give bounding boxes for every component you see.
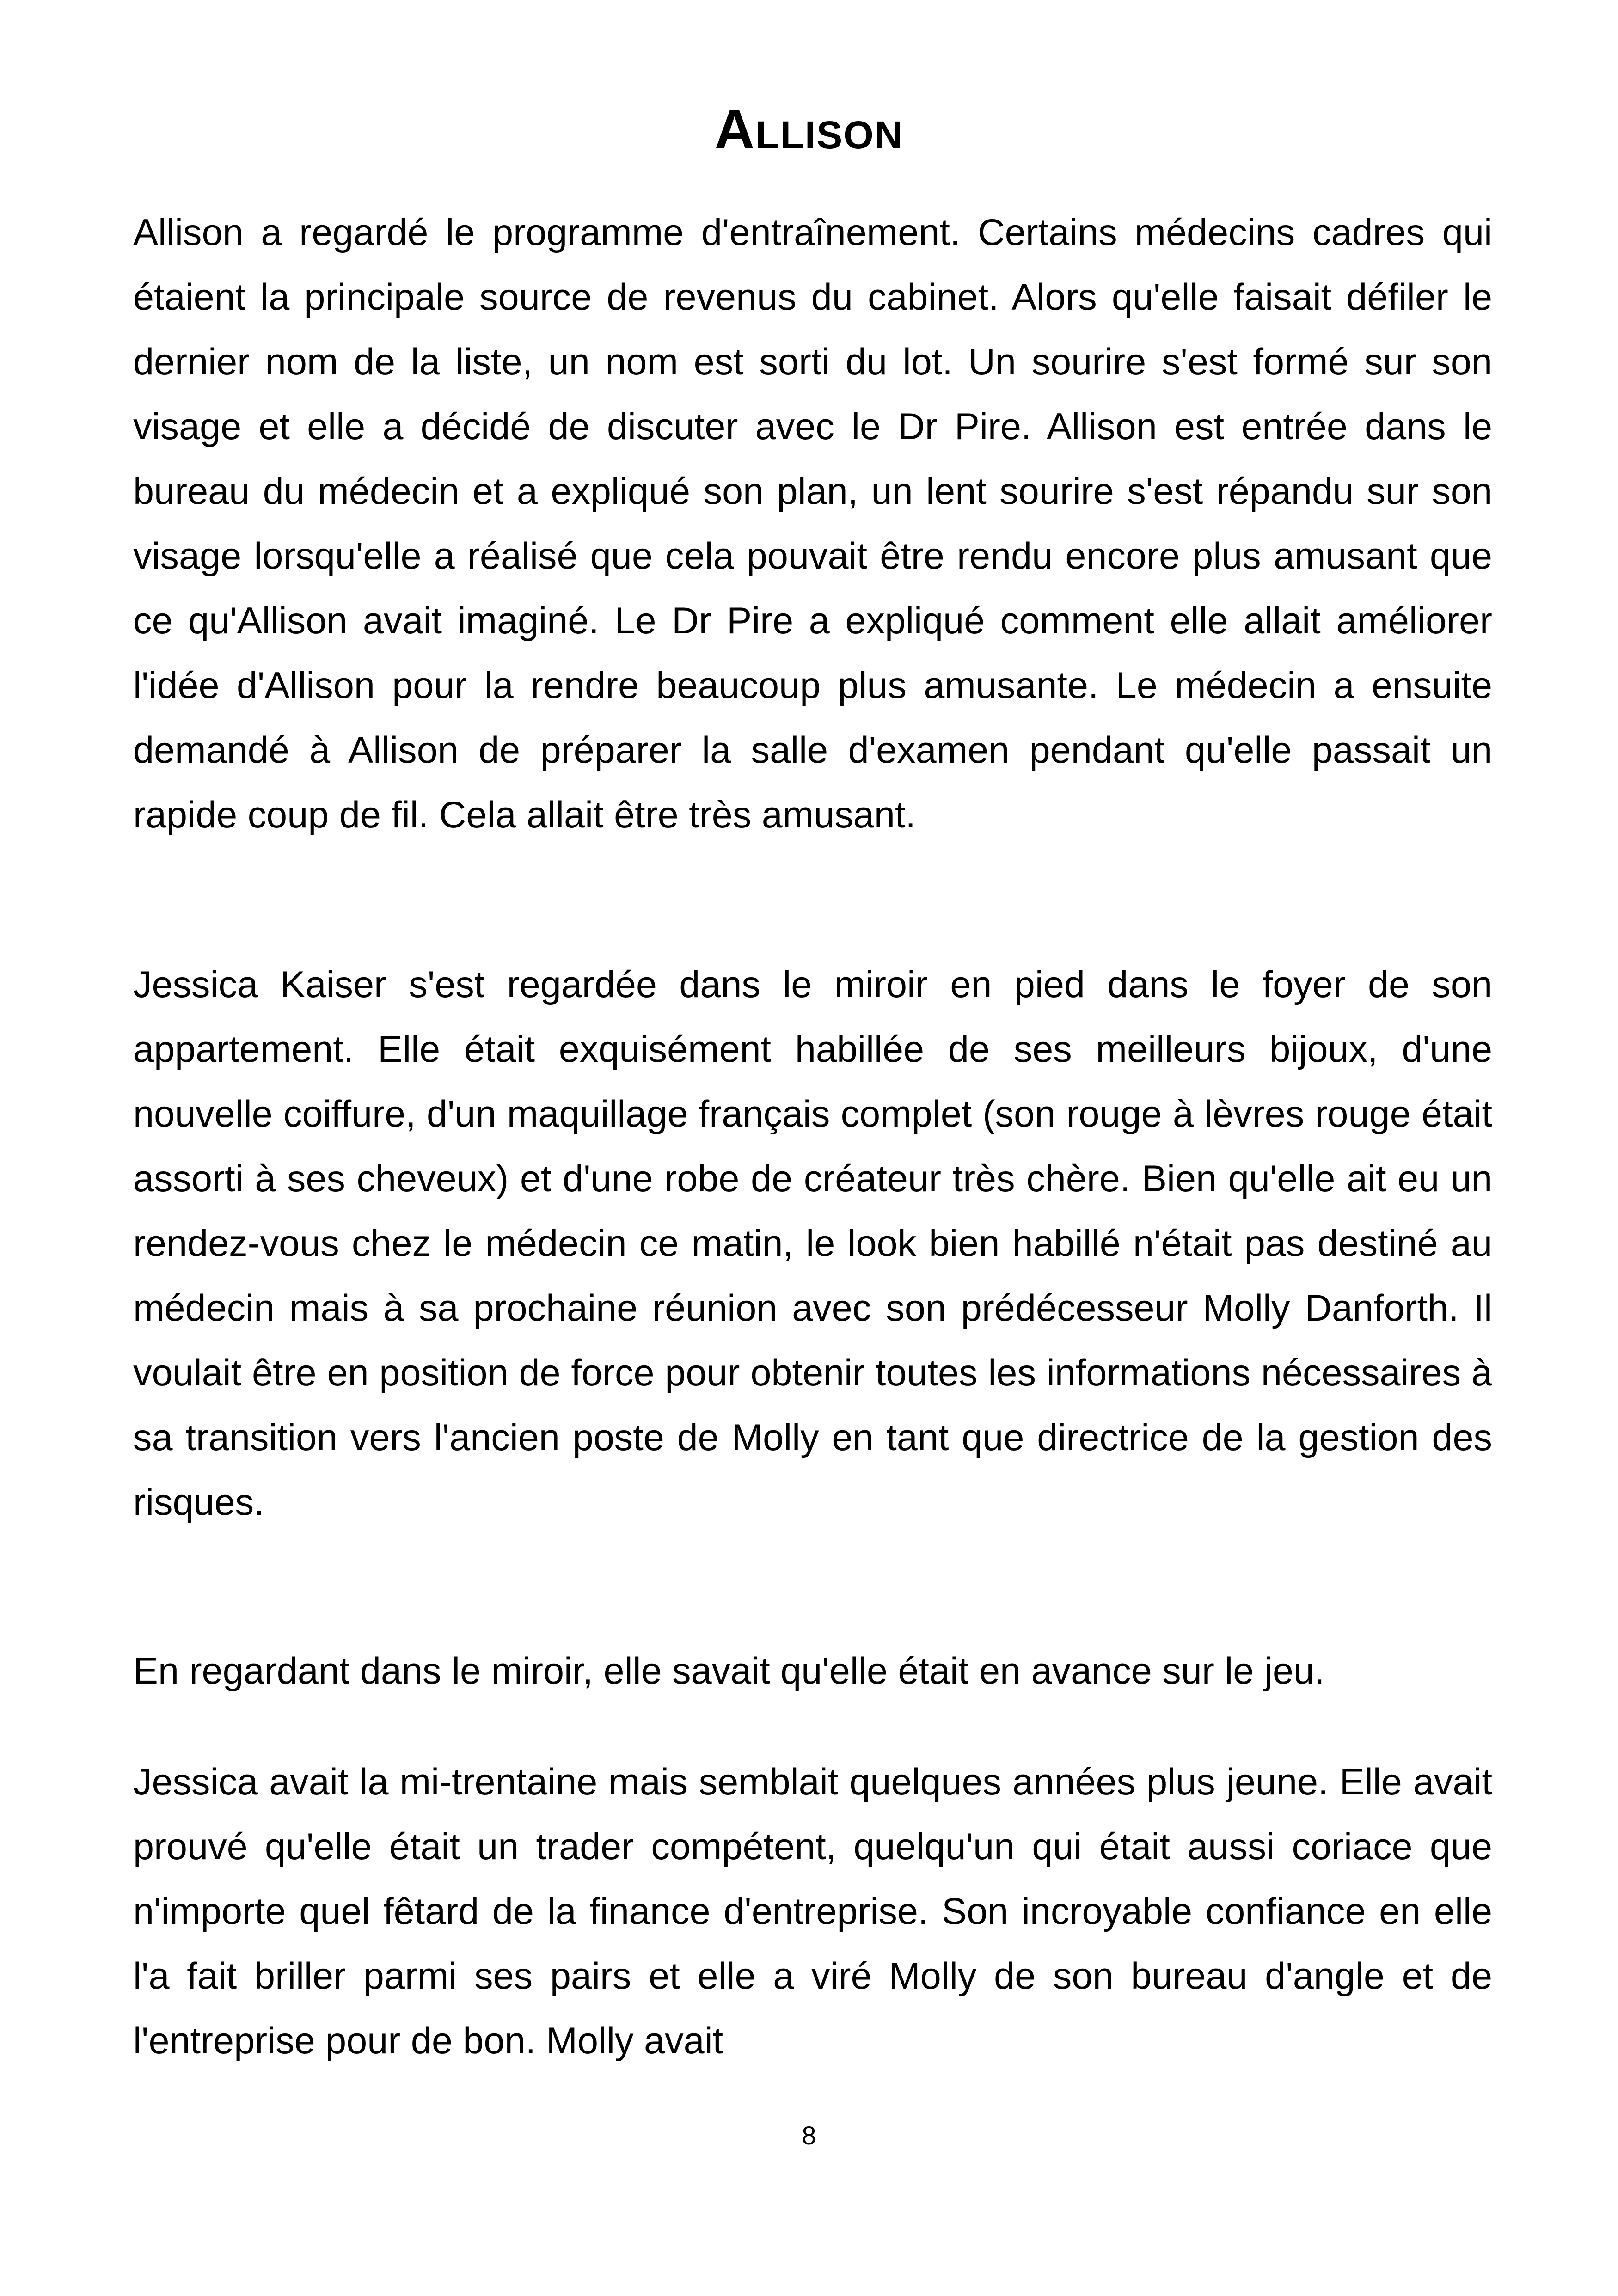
body-paragraph: En regardant dans le miroir, elle savait qu'elle était en avance sur le jeu. bbox=[133, 1650, 1325, 1692]
chapter-title: Allison bbox=[714, 98, 904, 160]
body-paragraph: Jessica avait la mi-trentaine mais semblait quelques années plus jeune. Elle avait prouvé qu'elle était un trader compétent, quelqu'un qui était aussi coriace que n'importe quel fêtard de la finance d'entreprise. Son incroyable confiance en elle l'a fait briller parmi ses pairs et elle a viré Molly de son bureau d'angle et de l'entreprise pour de bon. Molly avait bbox=[133, 1761, 1492, 2062]
page-number: 8 bbox=[802, 2121, 816, 2150]
body-paragraph: Allison a regardé le programme d'entraînement. Certains médecins cadres qui étaient la principale source de revenus du cabinet. Alors qu'elle faisait défiler le dernier nom de la liste, un nom est sorti du lot. Un sourire s'est formé sur son visage et elle a décidé de discuter avec le Dr Pire. Allison est entrée dans le bureau du médecin et a expliqué son plan, un lent sourire s'est répandu sur son visage lorsqu'elle a réalisé que cela pouvait être rendu encore plus amusant que ce qu'Allison avait imaginé. Le Dr Pire a expliqué comment elle allait améliorer l'idée d'Allison pour la rendre beaucoup plus amusante. Le médecin a ensuite demandé à Allison de préparer la salle d'examen pendant qu'elle passait un rapide coup de fil. Cela allait être très amusant. bbox=[133, 212, 1492, 836]
body-paragraph: Jessica Kaiser s'est regardée dans le miroir en pied dans le foyer de son appartement. Elle était exquisément habillée de ses meilleurs bijoux, d'une nouvelle coiffure, d'un maquillage français complet (son rouge à lèvres rouge était assorti à ses cheveux) et d'une robe de créateur très chère. Bien qu'elle ait eu un rendez-vous chez le médecin ce matin, le look bien habillé n'était pas destiné au médecin mais à sa prochaine réunion avec son prédécesseur Molly Danforth. Il voulait être en position de force pour obtenir toutes les informations nécessaires à sa transition vers l'ancien poste de Molly en tant que directrice de la gestion des risques. bbox=[133, 964, 1492, 1523]
